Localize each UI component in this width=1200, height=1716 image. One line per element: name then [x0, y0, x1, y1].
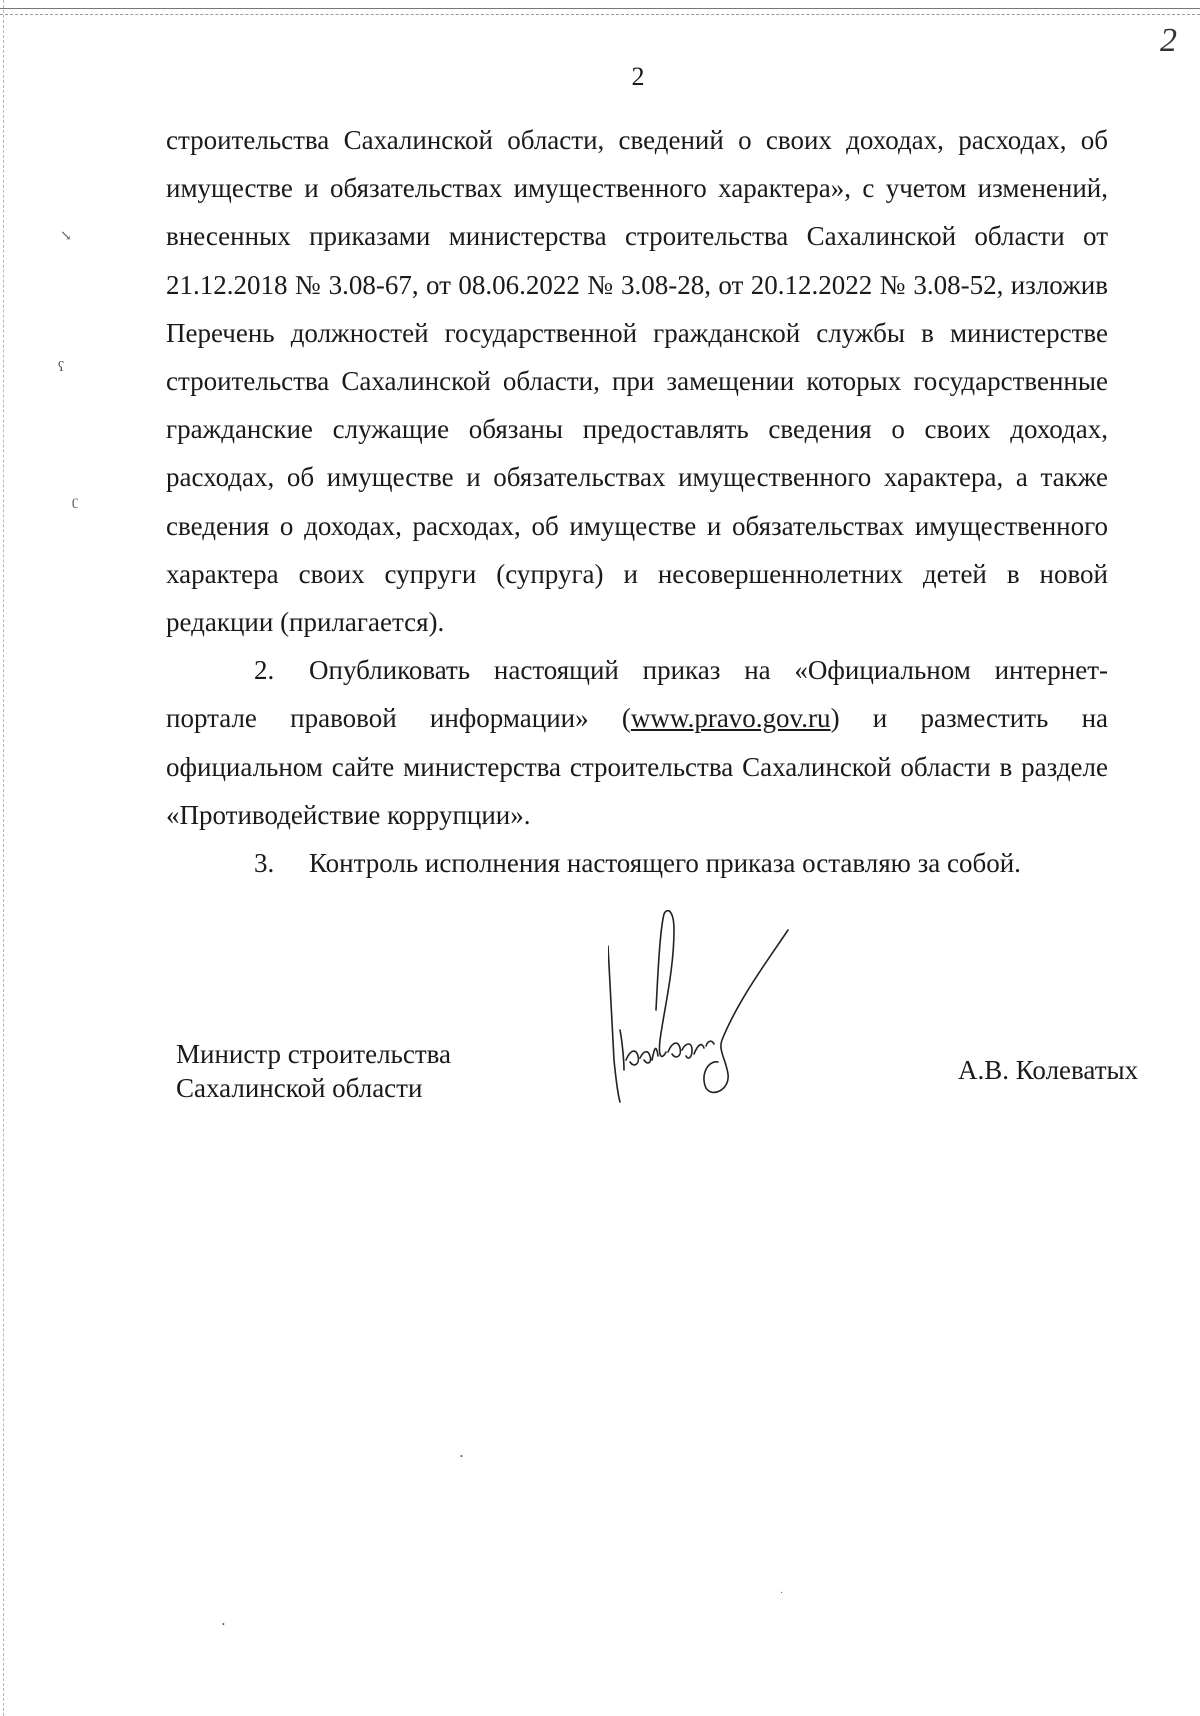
item-text: Контроль исполнения настоящего приказа оставляю за собой.	[309, 848, 1021, 879]
scan-border-left	[3, 0, 4, 1716]
speck: •	[222, 1620, 225, 1629]
list-item-2	[166, 646, 1108, 839]
speck: ·	[780, 1588, 784, 1599]
signatory-position	[176, 1037, 451, 1105]
paragraph-continuation: строительства Сахалинской области, сведений о своих доходах, расходах, об имуществе и обязательствах имущественного характера», с учетом изменений, внесенных приказами министерства строительства Сахалинской области от 21.12.2018 № 3.08-67, от 08.06.2022 № 3.08-28, от 20.12.2022 № 3.08-52, изложив Перечень должностей государственной гражданской службы в министерстве строительства Сахалинской области, при замещении которых государственные гражданские служащие обязаны предоставлять сведения о своих доходах, расходах, об имуществе и обязательствах имущественного характера, а также сведения о доходах, расходах, об имуществе и обязательствах имущественного характера своих супруги (супруга) и несовершеннолетних детей в новой редакции (прилагается).	[166, 125, 1108, 638]
speck: ↘	[60, 229, 72, 244]
list-item-3	[166, 839, 1108, 887]
item-text: Опубликовать настоящий приказ на «Официальном интернет-портале правовой информации» (	[166, 655, 1108, 734]
signatory-position-line: Министр строительства	[176, 1039, 452, 1069]
handwritten-sheet-number: 2	[1160, 22, 1177, 59]
scan-border-top	[0, 8, 1200, 9]
pravo-link[interactable]: www.pravo.gov.ru	[630, 703, 831, 734]
handwritten-signature	[608, 910, 838, 1110]
item-number: 2.	[254, 655, 275, 686]
document-body	[166, 116, 1108, 887]
signatory-name: А.В. Колеватых	[958, 1055, 1139, 1085]
speck: ʗ	[72, 494, 79, 509]
item-text-continued: ) и разместить на официальном сайте министерства строительства Сахалинской области в разделе «Противодействие коррупции».	[166, 703, 1109, 830]
item-number: 3.	[254, 848, 275, 879]
speck: •	[460, 1452, 463, 1461]
scan-border-top-dashed	[0, 14, 1200, 15]
page-number: 2	[631, 62, 645, 91]
speck: ʕ	[58, 360, 65, 375]
signatory-position-line: Сахалинской области	[176, 1073, 423, 1103]
